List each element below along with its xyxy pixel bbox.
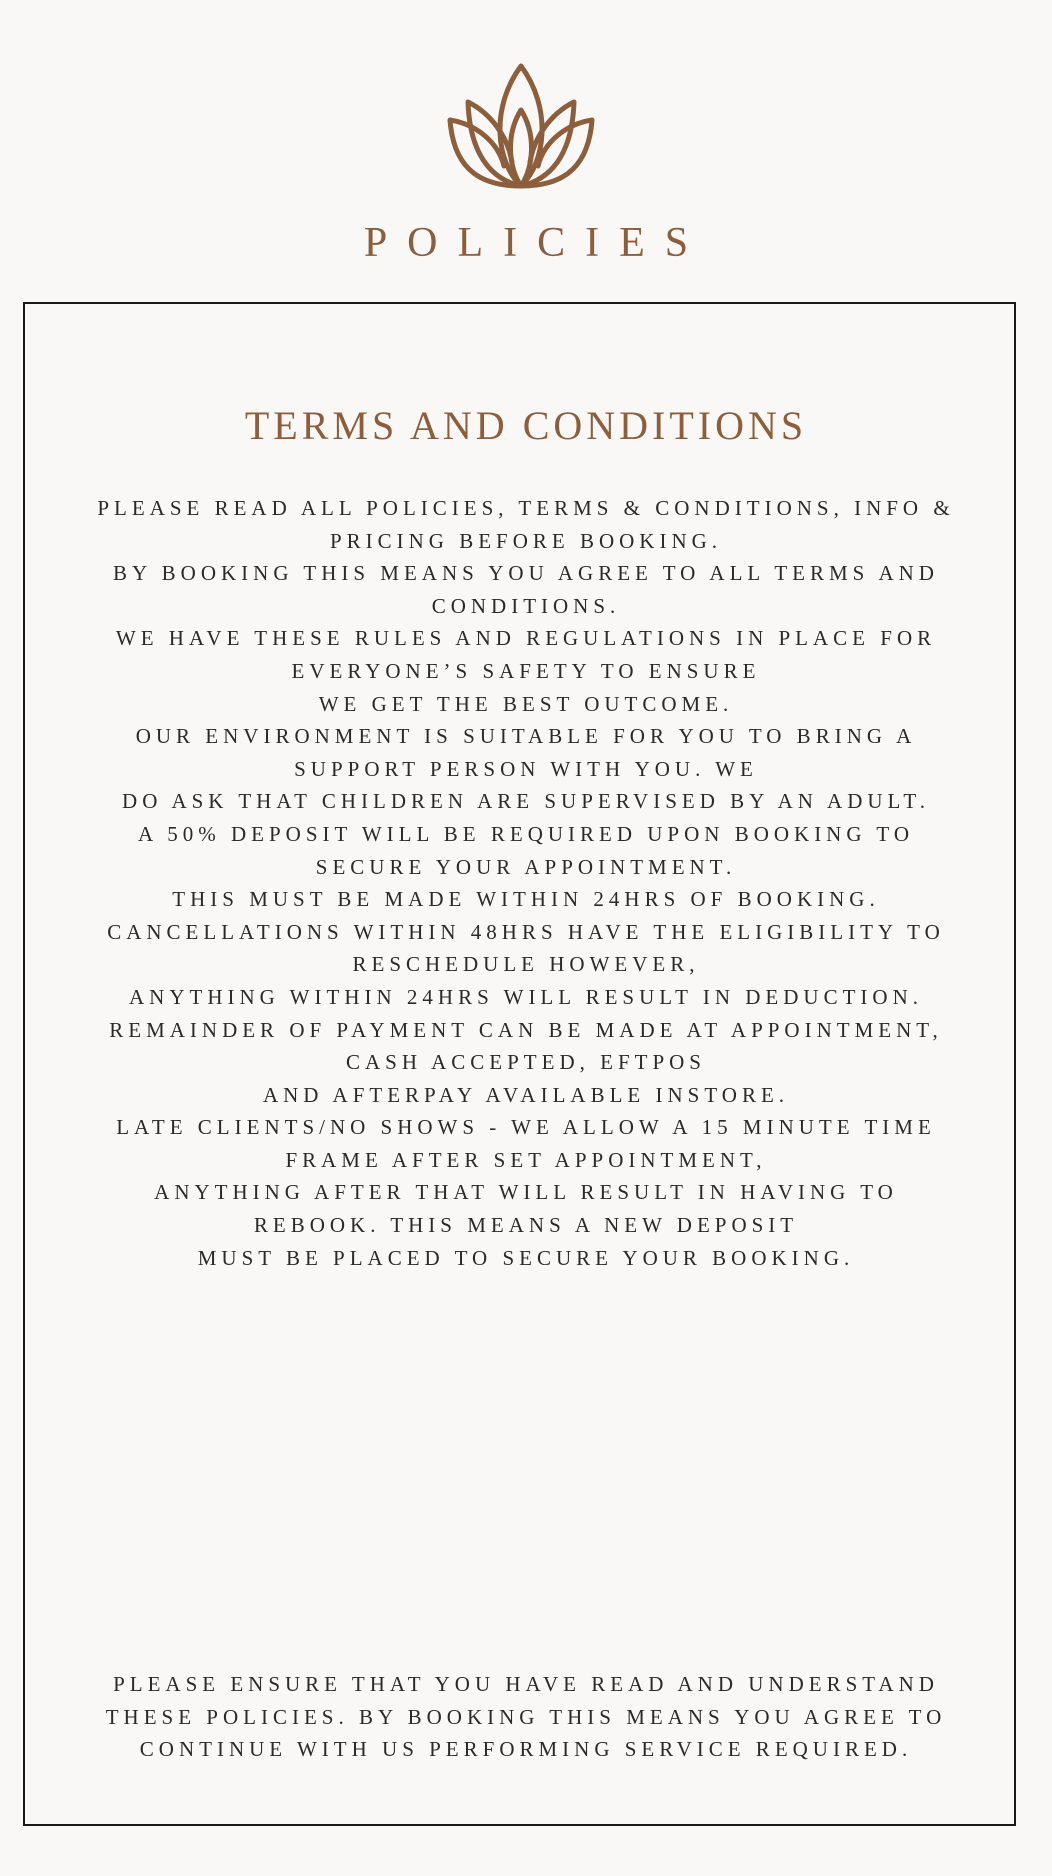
terms-line: RESCHEDULE HOWEVER, bbox=[352, 952, 700, 977]
terms-line: CASH ACCEPTED, EFTPOS bbox=[346, 1050, 706, 1075]
terms-line: BY BOOKING THIS MEANS YOU AGREE TO ALL TERMS AND bbox=[113, 561, 939, 586]
terms-line: SUPPORT PERSON WITH YOU. WE bbox=[294, 756, 758, 781]
terms-line: THIS MUST BE MADE WITHIN 24HRS OF BOOKING. bbox=[172, 887, 880, 912]
terms-line: AND AFTERPAY AVAILABLE INSTORE. bbox=[262, 1082, 790, 1107]
terms-line: SECURE YOUR APPOINTMENT. bbox=[315, 854, 737, 879]
footer-notice bbox=[70, 1668, 982, 1766]
terms-line: ANYTHING WITHIN 24HRS WILL RESULT IN DEDUCTION. bbox=[129, 984, 923, 1009]
terms-line: LATE CLIENTS/NO SHOWS - WE ALLOW A 15 MINUTE TIME bbox=[116, 1115, 936, 1140]
terms-line: PRICING BEFORE BOOKING. bbox=[329, 528, 723, 553]
page-title: POLICIES bbox=[363, 220, 709, 266]
terms-line: DO ASK THAT CHILDREN ARE SUPERVISED BY AN ADULT. bbox=[122, 789, 930, 814]
terms-line: OUR ENVIRONMENT IS SUITABLE FOR YOU TO BRING A bbox=[135, 724, 917, 749]
terms-line: FRAME AFTER SET APPOINTMENT, bbox=[285, 1147, 767, 1172]
footer-line: CONTINUE WITH US PERFORMING SERVICE REQUIRED. bbox=[139, 1737, 913, 1762]
terms-line: ANYTHING AFTER THAT WILL RESULT IN HAVING TO bbox=[154, 1180, 898, 1205]
terms-line: MUST BE PLACED TO SECURE YOUR BOOKING. bbox=[197, 1245, 855, 1270]
terms-title: TERMS AND CONDITIONS bbox=[244, 403, 808, 448]
footer-line: PLEASE ENSURE THAT YOU HAVE READ AND UNDERSTAND bbox=[113, 1672, 939, 1696]
terms-line: EVERYONE’S SAFETY TO ENSURE bbox=[291, 658, 761, 683]
terms-line: CANCELLATIONS WITHIN 48HRS HAVE THE ELIGIBILITY TO bbox=[107, 919, 945, 944]
lotus-icon bbox=[446, 62, 596, 192]
footer-line: THESE POLICIES. BY BOOKING THIS MEANS YOU AGREE TO bbox=[105, 1704, 947, 1729]
terms-line: REMAINDER OF PAYMENT CAN BE MADE AT APPOINTMENT, bbox=[109, 1017, 943, 1042]
terms-line: A 50% DEPOSIT WILL BE REQUIRED UPON BOOKING TO bbox=[138, 821, 914, 846]
terms-line: WE GET THE BEST OUTCOME. bbox=[318, 691, 734, 716]
terms-line: REBOOK. THIS MEANS A NEW DEPOSIT bbox=[253, 1213, 799, 1238]
terms-body bbox=[70, 492, 982, 1274]
terms-line: PLEASE READ ALL POLICIES, TERMS & CONDITIONS, INFO & bbox=[97, 496, 955, 520]
terms-line: CONDITIONS. bbox=[431, 593, 621, 618]
terms-line: WE HAVE THESE RULES AND REGULATIONS IN PLACE FOR bbox=[115, 626, 937, 651]
